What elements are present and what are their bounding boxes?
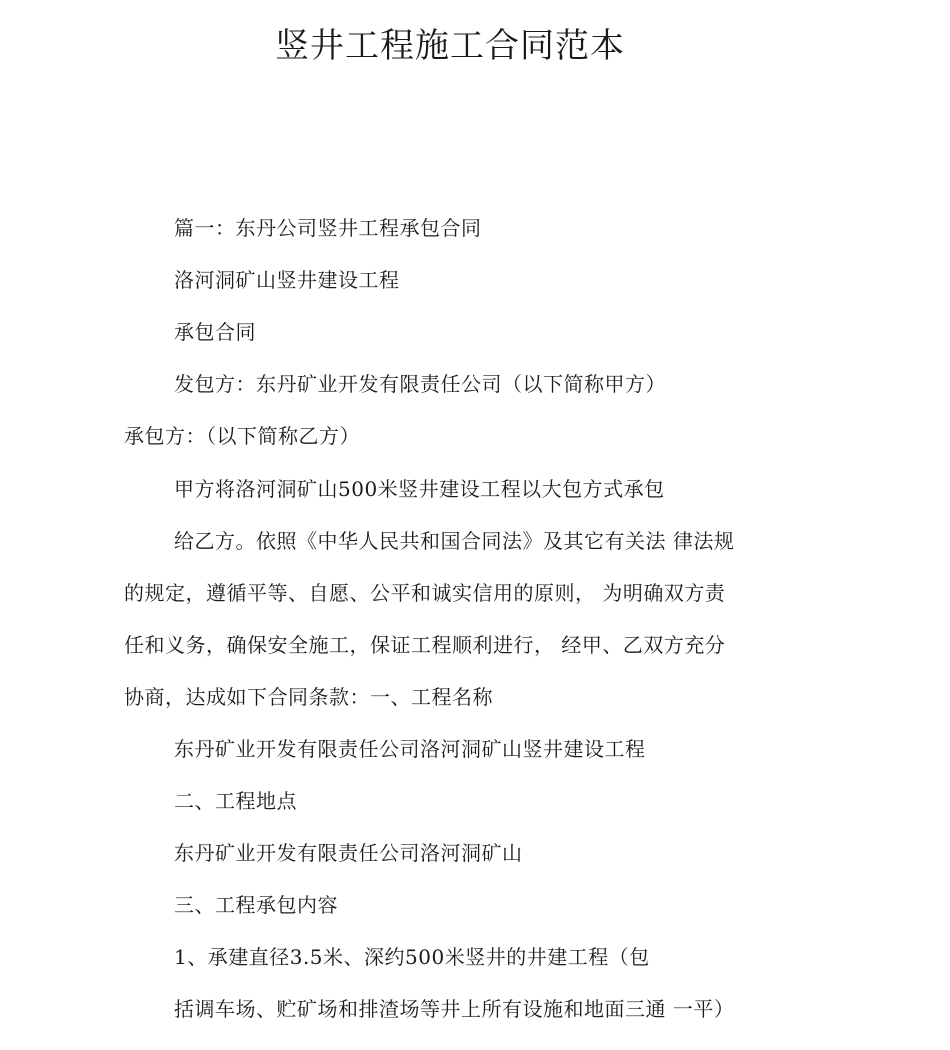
paragraph-line: 给乙方。依照《中华人民共和国合同法》及其它有关法 律法规 — [174, 529, 735, 553]
party-b-line: 承包方：（以下简称乙方） — [124, 424, 360, 448]
scope-item-line: 1、承建直径3.5米、深约500米竖井的井建工程（包 — [174, 945, 650, 969]
section-heading-location: 二、工程地点 — [174, 789, 297, 813]
project-location-value: 东丹矿业开发有限责任公司洛河洞矿山 — [174, 841, 523, 865]
paragraph-line: 任和义务，确保安全施工，保证工程顺利进行， 经甲、乙双方充分 — [124, 633, 726, 657]
paragraph-line: 的规定，遵循平等、自愿、公平和诚实信用的原则， 为明确双方责 — [124, 581, 726, 605]
section-heading-scope: 三、工程承包内容 — [174, 893, 338, 917]
paragraph-line: 甲方将洛河洞矿山500米竖井建设工程以大包方式承包 — [174, 477, 665, 501]
section-heading-part-one: 篇一：东丹公司竖井工程承包合同 — [174, 216, 482, 240]
project-name-line: 洛河洞矿山竖井建设工程 — [174, 268, 400, 292]
scope-item-line: 括调车场、贮矿场和排渣场等井上所有设施和地面三通 一平） — [174, 997, 735, 1021]
contract-subtitle-line: 承包合同 — [174, 320, 256, 344]
project-name-value: 东丹矿业开发有限责任公司洛河洞矿山竖井建设工程 — [174, 737, 646, 761]
document-title: 竖井工程施工合同范本 — [275, 25, 625, 66]
party-a-line: 发包方：东丹矿业开发有限责任公司（以下简称甲方） — [174, 372, 666, 396]
paragraph-line: 协商，达成如下合同条款：一、工程名称 — [124, 685, 493, 709]
